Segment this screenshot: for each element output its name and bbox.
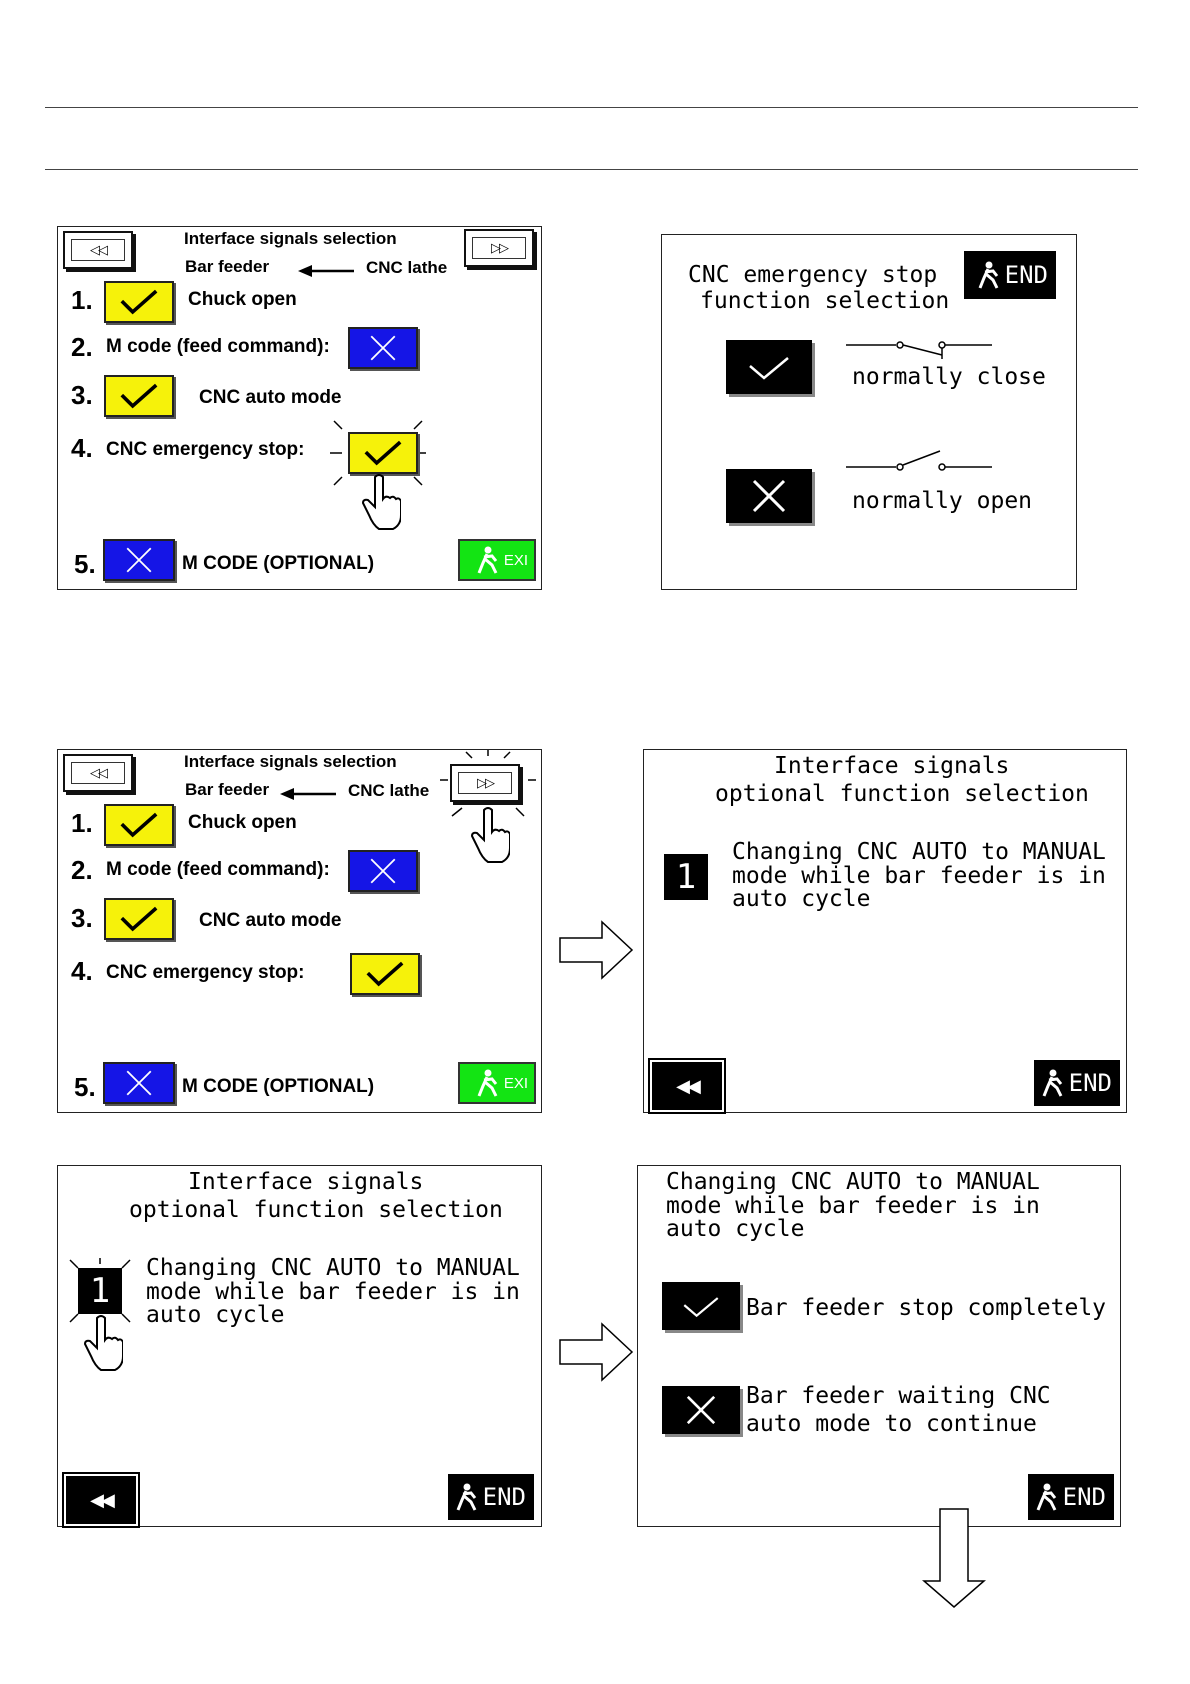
hand-pointer-icon [361,473,401,533]
exit-runner-icon [476,1068,500,1098]
x-icon [664,1388,738,1432]
waiting-cnc-x-button[interactable] [662,1386,740,1434]
exit-runner-icon [476,545,500,575]
hand-pointer-icon [83,1314,123,1374]
hand-pointer-icon [470,806,510,866]
item-5-label: M CODE (OPTIONAL) [182,553,375,574]
bar-feeder-label: Bar feeder [185,257,270,276]
item-2-number: 2. [71,855,93,885]
cnc-lathe-label: CNC lathe [366,258,448,277]
chuck-open-check-button[interactable] [104,281,174,323]
item-4-label: CNC emergency stop: [106,962,305,983]
auto-to-manual-selection-panel [637,1165,1121,1527]
check-icon [350,434,416,472]
item-2-label: M code (feed command): [106,859,330,880]
item-2-label: M code (feed command): [106,336,330,357]
m-code-optional-x-button[interactable] [103,539,175,581]
waiting-cnc-line1: Bar feeder waiting CNC [746,1383,1051,1409]
option-1-line1: Changing CNC AUTO to MANUAL [732,839,1106,865]
option-1-number: 1 [89,1271,111,1311]
option-1-button[interactable] [78,1268,122,1314]
back-icon: ◀◀ [90,1489,112,1510]
panel-d-title-line1: Interface signals [774,753,1010,779]
exit-label: EXI [503,1074,528,1092]
item-5-number: 5. [74,549,96,579]
item-4-label: CNC emergency stop: [106,439,305,460]
back-button[interactable] [652,1062,722,1110]
normally-close-contact-icon [846,335,992,365]
item-1-number: 1. [71,285,93,315]
interface-signals-panel-a [57,226,542,590]
end-label: END [482,1483,526,1511]
arrow-right-icon [558,920,634,980]
panel-title: Interface signals selection [184,752,397,771]
end-label: END [1004,261,1048,289]
x-icon [105,541,173,579]
panel-b-title-line2: function selection [700,288,950,314]
panel-d-title-line2: optional function selection [715,781,1089,807]
check-icon [106,806,172,844]
item-4-number: 4. [71,433,93,463]
prev-page-button[interactable] [63,231,133,269]
option-1-line1: Changing CNC AUTO to MANUAL [146,1255,520,1281]
check-icon [352,955,418,993]
prev-page-button[interactable] [63,754,133,792]
option-1-line3: auto cycle [146,1302,285,1328]
waiting-cnc-line2: auto mode to continue [746,1411,1037,1437]
cnc-emergency-check-button[interactable] [348,432,418,474]
optional-function-panel-e [57,1165,542,1527]
arrow-left-icon [280,788,336,800]
exit-button[interactable] [458,539,536,581]
panel-f-head-line3: auto cycle [666,1216,805,1242]
x-icon [105,1064,173,1102]
panel-e-title-line2: optional function selection [129,1197,503,1223]
exit-runner-icon [977,260,1001,290]
panel-title: Interface signals selection [184,229,397,248]
check-icon [664,1284,738,1328]
end-button[interactable] [1028,1474,1114,1520]
check-icon [106,377,172,415]
check-icon [728,342,810,392]
top-rule [45,107,1138,108]
exit-runner-icon [455,1482,479,1512]
item-1-label: Chuck open [188,289,297,310]
exit-button[interactable] [458,1062,536,1104]
end-label: END [1068,1069,1112,1097]
emergency-stop-selection-panel [661,234,1077,590]
exit-label: EXI [503,551,528,569]
x-icon [350,852,416,890]
end-button[interactable] [1034,1060,1120,1106]
prev-icon: ◁◁ [90,765,106,780]
item-3-label: CNC auto mode [199,387,342,408]
item-3-label: CNC auto mode [199,910,342,931]
option-1-number: 1 [675,857,697,897]
exit-runner-icon [1035,1482,1059,1512]
arrow-right-icon [558,1322,634,1382]
m-code-x-button[interactable] [348,327,418,369]
next-page-button[interactable] [464,229,534,267]
cnc-auto-check-button[interactable] [104,375,174,417]
x-icon [728,471,810,521]
panel-f-head-line1: Changing CNC AUTO to MANUAL [666,1169,1040,1195]
cnc-emergency-check-button[interactable] [350,953,420,995]
item-1-label: Chuck open [188,812,297,833]
end-button[interactable] [964,251,1056,299]
cnc-lathe-label: CNC lathe [348,781,430,800]
x-icon [350,329,416,367]
next-icon: ▷▷ [491,240,507,255]
next-page-button[interactable] [450,764,520,802]
item-3-number: 3. [71,380,93,410]
normally-open-label: normally open [852,488,1033,514]
panel-f-head-line2: mode while bar feeder is in [666,1193,1040,1219]
item-4-number: 4. [71,956,93,986]
check-icon [106,283,172,321]
prev-icon: ◁◁ [90,242,106,257]
item-5-number: 5. [74,1072,96,1102]
back-button[interactable] [66,1476,136,1524]
next-icon: ▷▷ [477,775,493,790]
item-5-label: M CODE (OPTIONAL) [182,1076,375,1097]
option-1-line3: auto cycle [732,886,871,912]
optional-function-panel-d [643,749,1127,1113]
arrow-left-icon [298,265,354,277]
chuck-open-check-button[interactable] [104,804,174,846]
check-icon [106,900,172,938]
exit-runner-icon [1041,1068,1065,1098]
end-label: END [1062,1483,1106,1511]
option-1-button[interactable] [664,854,708,900]
m-code-optional-x-button[interactable] [103,1062,175,1104]
panel-b-title-line1: CNC emergency stop [688,262,938,288]
cnc-auto-check-button[interactable] [104,898,174,940]
normally-close-check-button[interactable] [726,340,812,394]
item-1-number: 1. [71,808,93,838]
interface-signals-panel-c [57,749,542,1113]
option-1-line2: mode while bar feeder is in [732,863,1106,889]
bar-feeder-label: Bar feeder [185,780,270,799]
arrow-down-icon [922,1507,986,1609]
item-2-number: 2. [71,332,93,362]
normally-open-contact-icon [846,447,992,477]
m-code-x-button[interactable] [348,850,418,892]
end-button[interactable] [448,1474,534,1520]
stop-completely-check-button[interactable] [662,1282,740,1330]
second-rule [45,169,1138,170]
normally-close-label: normally close [852,364,1046,390]
option-1-line2: mode while bar feeder is in [146,1279,520,1305]
item-3-number: 3. [71,903,93,933]
stop-completely-label: Bar feeder stop completely [746,1295,1107,1321]
back-icon: ◀◀ [676,1075,698,1096]
normally-open-x-button[interactable] [726,469,812,523]
panel-e-title-line1: Interface signals [188,1169,424,1195]
